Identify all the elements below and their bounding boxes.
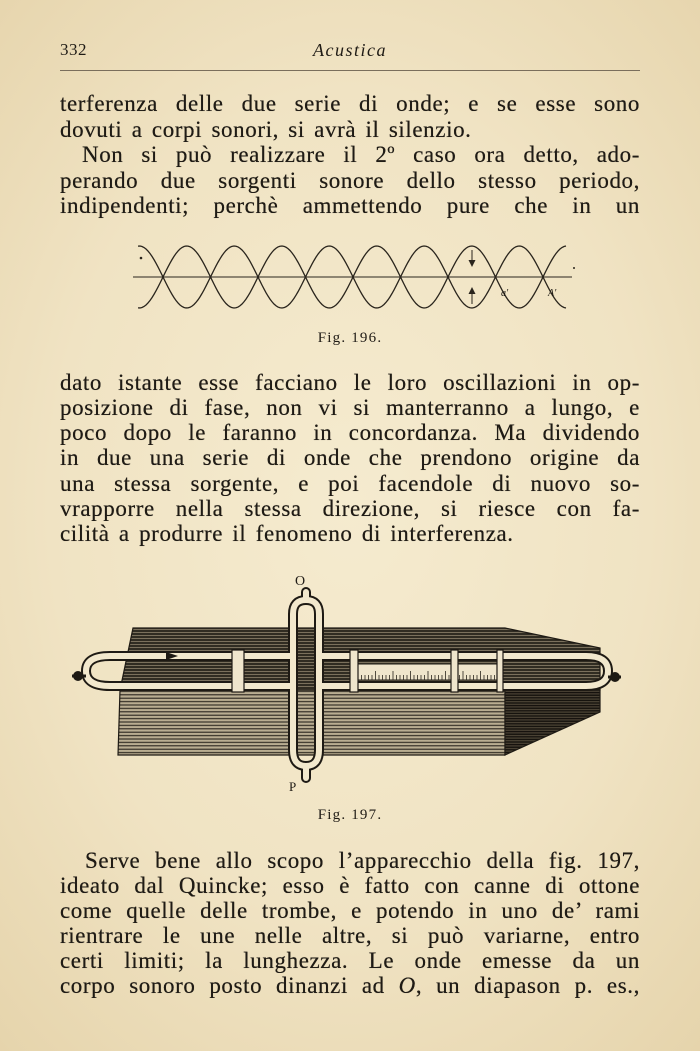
label-P: P xyxy=(289,779,297,794)
base-front-face xyxy=(118,690,505,755)
knob-head xyxy=(73,671,83,681)
tube-collar xyxy=(232,650,244,692)
paragraph xyxy=(60,91,640,219)
text-line: perando due sorgenti sonore dello stesso periodo, xyxy=(60,167,640,193)
text-line: vrapporre nella stessa direzione, si riesce con fa- xyxy=(60,495,640,521)
text-line: dovuti a corpi sonori, si avrà il silenzio. xyxy=(60,116,472,142)
text-line: Serve bene allo scopo l’apparecchio della fig. 197, xyxy=(85,847,640,873)
arrow-head xyxy=(469,287,476,294)
text-line: poco dopo le faranno in concordanza. Ma dividendo xyxy=(60,420,640,446)
text-line: cilità a produrre il fenomeno di interferenza. xyxy=(60,521,514,547)
header-rule xyxy=(60,70,640,71)
text-line: in due una serie di onde che prendono origine da xyxy=(60,445,640,471)
arrow-head xyxy=(469,260,476,267)
page-number: 332 xyxy=(60,40,87,59)
paragraph xyxy=(60,848,640,998)
running-title: Acustica xyxy=(313,40,387,60)
apparatus-base xyxy=(118,628,600,755)
text-line: Non si può realizzare il 2º caso ora detto, ado- xyxy=(82,142,640,168)
text-line xyxy=(60,973,640,998)
knob-head xyxy=(610,672,620,682)
text-line: terferenza delle due serie di onde; e se esse sono xyxy=(60,91,640,116)
text-line: rientrare le une nelle altre, si può variarne, entro xyxy=(60,922,640,948)
text-line: come quelle delle trombe, e potendo in uno de’ rami xyxy=(60,897,640,923)
tube-collar xyxy=(451,650,458,692)
label-O: O xyxy=(295,574,306,589)
italic-letter-O: O xyxy=(398,972,416,998)
tube-collar xyxy=(497,650,503,692)
wave-end-dot xyxy=(573,267,575,269)
amplitude-arrow-down xyxy=(469,250,476,267)
tube-collar xyxy=(350,650,358,692)
text-line: certi limiti; la lunghezza. Le onde emesse da un xyxy=(60,947,640,973)
text-line: dato istante esse facciano le loro oscillazioni in op- xyxy=(60,369,640,395)
text-segment: corpo sonoro posto dinanzi ad xyxy=(60,972,399,998)
wave-start-dot xyxy=(140,257,143,260)
figure-196-caption: Fig. 196. xyxy=(317,330,383,346)
figure-196 xyxy=(120,235,590,320)
text-line: una stessa sorgente, e poi facendole di nuovo so- xyxy=(60,470,640,496)
text-line: indipendenti; perchè ammettendo pure che in un xyxy=(60,193,640,219)
amplitude-arrow-up xyxy=(469,287,476,304)
label-A-prime: A' xyxy=(548,288,557,299)
label-a-prime: a' xyxy=(501,288,509,299)
figure-197 xyxy=(60,565,640,795)
figure-197-caption: Fig. 197. xyxy=(317,807,383,823)
scale-plate xyxy=(355,664,500,680)
text-line: ideato dal Quincke; esso è fatto con canne di ottone xyxy=(60,872,640,898)
paragraph xyxy=(60,370,640,547)
running-head xyxy=(60,40,640,60)
text-line: posizione di fase, non vi si manterranno a lungo, e xyxy=(60,394,640,420)
base-end-face xyxy=(505,690,600,755)
text-segment: , un diapason p. es., xyxy=(415,972,640,998)
sliding-scale xyxy=(355,664,500,680)
